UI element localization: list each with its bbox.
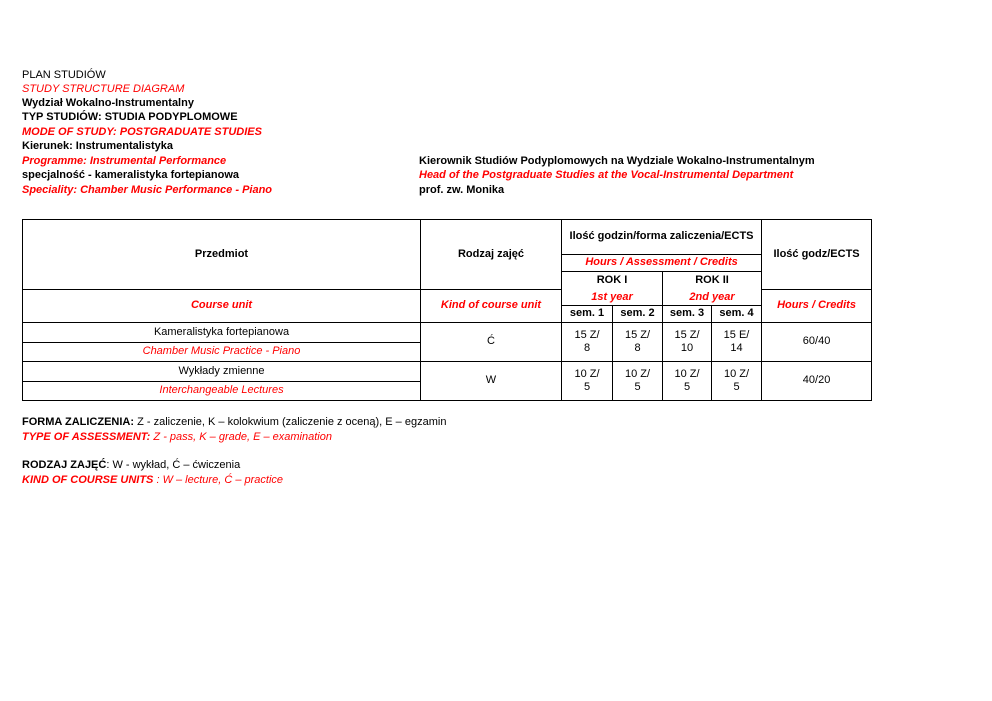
course-name: Kameralistyka fortepianowa — [23, 322, 421, 342]
sem1-header: sem. 1 — [562, 305, 613, 322]
subject-header-en: Course unit — [23, 289, 421, 322]
sem3-value: 15 Z/ 10 — [663, 322, 712, 361]
course-total: 60/40 — [762, 322, 872, 361]
faculty: Wydział Wokalno-Instrumentalny — [22, 97, 194, 109]
study-type: TYP STUDIÓW: STUDIA PODYPLOMOWE — [22, 111, 238, 123]
sem1-value: 10 Z/ 5 — [562, 361, 613, 400]
table-row — [23, 361, 872, 381]
study-mode-en: MODE OF STUDY: POSTGRADUATE STUDIES — [22, 126, 262, 138]
head-of-studies: Kierownik Studiów Podyplomowych na Wydziale Wokalno-Instrumentalnym — [419, 155, 815, 167]
kind-text: : W - wykład, Ć – ćwiczenia — [106, 459, 241, 471]
kind-legend — [22, 458, 240, 472]
course-name: Wykłady zmienne — [23, 361, 421, 381]
assessment-legend-en — [22, 430, 332, 444]
kind-en-text: : W – lecture, Ć – practice — [153, 474, 284, 486]
year2-header-en: 2nd year — [663, 289, 762, 305]
kind-en-label: KIND OF COURSE UNITS — [22, 474, 154, 486]
sem2-value: 10 Z/ 5 — [613, 361, 663, 400]
course-kind: Ć — [421, 322, 562, 361]
subject-header: Przedmiot — [23, 220, 421, 290]
table-row — [23, 322, 872, 342]
assessment-en-label: TYPE OF ASSESSMENT: — [22, 431, 151, 443]
speciality: specjalność - kameralistyka fortepianowa — [22, 169, 240, 181]
kind-header: Rodzaj zajęć — [421, 220, 562, 290]
course-total: 40/20 — [762, 361, 872, 400]
kind-legend-en — [22, 473, 283, 487]
sem2-header: sem. 2 — [613, 305, 663, 322]
head-name: prof. zw. Monika — [419, 184, 505, 196]
plan-title-en: STUDY STRUCTURE DIAGRAM — [22, 83, 185, 95]
sem4-header: sem. 4 — [712, 305, 762, 322]
sem4-value: 10 Z/ 5 — [712, 361, 762, 400]
field-of-study: Kierunek: Instrumentalistyka — [22, 140, 173, 152]
speciality-en: Speciality: Chamber Music Performance - Piano — [22, 184, 273, 196]
assessment-en-text: Z - pass, K – grade, E – examination — [150, 431, 332, 443]
year1-header: ROK I — [562, 271, 663, 289]
total-header: Ilość godz/ECTS — [762, 220, 872, 290]
sem3-header: sem. 3 — [663, 305, 712, 322]
assessment-legend — [22, 415, 446, 429]
hours-header-en: Hours / Assessment / Credits — [562, 254, 762, 271]
assessment-text: Z - zaliczenie, K – kolokwium (zaliczenie z oceną), E – egzamin — [134, 416, 447, 428]
programme-en: Programme: Instrumental Performance — [22, 155, 227, 167]
course-name-en: Chamber Music Practice - Piano — [23, 342, 421, 361]
year1-header-en: 1st year — [562, 289, 663, 305]
hours-header: Ilość godzin/forma zaliczenia/ECTS — [562, 220, 762, 255]
total-header-en: Hours / Credits — [762, 289, 872, 322]
course-name-en: Interchangeable Lectures — [23, 381, 421, 400]
assessment-label: FORMA ZALICZENIA: — [22, 416, 135, 428]
plan-title: PLAN STUDIÓW — [22, 69, 106, 81]
year2-header: ROK II — [663, 271, 762, 289]
sem1-value: 15 Z/ 8 — [562, 322, 613, 361]
course-kind: W — [421, 361, 562, 400]
sem2-value: 15 Z/ 8 — [613, 322, 663, 361]
sem3-value: 10 Z/ 5 — [663, 361, 712, 400]
head-of-studies-en: Head of the Postgraduate Studies at the Vocal-Instrumental Department — [419, 169, 794, 181]
study-plan-table — [22, 219, 872, 401]
kind-label: RODZAJ ZAJĘĆ — [22, 459, 107, 471]
kind-header-en: Kind of course unit — [421, 289, 562, 322]
sem4-value: 15 E/ 14 — [712, 322, 762, 361]
